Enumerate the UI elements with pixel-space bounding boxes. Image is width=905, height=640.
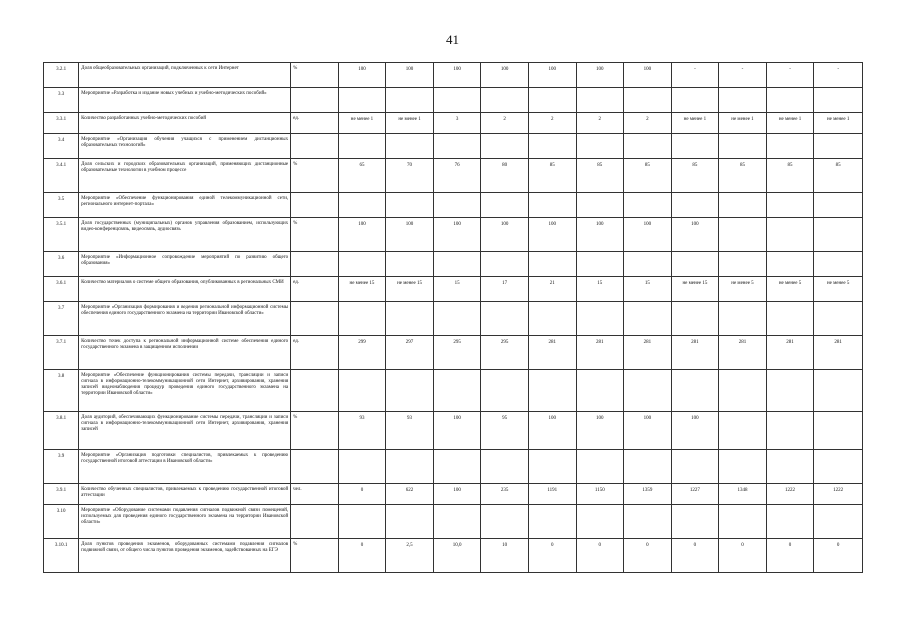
row-number: 3.2.1 (44, 63, 79, 88)
value-cell (338, 88, 386, 113)
value-cell (481, 370, 529, 412)
unit-cell (291, 450, 339, 484)
value-cell (576, 450, 624, 484)
value-cell: 85 (576, 159, 624, 193)
value-cell (624, 88, 672, 113)
value-cell (624, 302, 672, 336)
table-row (44, 450, 863, 484)
row-number: 3.7.1 (44, 336, 79, 370)
value-cell: 100 (433, 218, 481, 252)
value-cell (386, 193, 434, 218)
table-row (44, 412, 863, 450)
unit-cell: ед. (291, 113, 339, 134)
table-row (44, 218, 863, 252)
indicator-table (43, 62, 863, 573)
value-cell: 10 (481, 539, 529, 573)
value-cell: не менее 1 (814, 113, 863, 134)
value-cell: 80 (481, 159, 529, 193)
value-cell (481, 134, 529, 159)
value-cell: не менее 15 (671, 277, 719, 302)
row-number: 3.10 (44, 505, 79, 539)
value-cell: 15 (576, 277, 624, 302)
value-cell: не менее 15 (386, 277, 434, 302)
value-cell (671, 252, 719, 277)
value-cell: 100 (386, 218, 434, 252)
value-cell: 100 (338, 63, 386, 88)
table-row (44, 113, 863, 134)
value-cell: не менее 5 (719, 277, 767, 302)
row-number: 3.7 (44, 302, 79, 336)
unit-cell: ед. (291, 336, 339, 370)
value-cell: не менее 1 (719, 113, 767, 134)
value-cell: 297 (386, 336, 434, 370)
row-number: 3.8.1 (44, 412, 79, 450)
row-number: 3.9.1 (44, 484, 79, 505)
value-cell: не менее 15 (338, 277, 386, 302)
value-cell: 281 (814, 336, 863, 370)
value-cell (481, 88, 529, 113)
value-cell (433, 134, 481, 159)
value-cell (814, 193, 863, 218)
value-cell (766, 505, 814, 539)
value-cell: 15 (624, 277, 672, 302)
value-cell (719, 412, 767, 450)
value-cell (719, 370, 767, 412)
row-number: 3.3.1 (44, 113, 79, 134)
value-cell: 281 (671, 336, 719, 370)
indicator-name: Мероприятие «Разработка и издание новых учебных и учебно-методических пособий» (79, 88, 291, 113)
table-row (44, 159, 863, 193)
value-cell (386, 252, 434, 277)
indicator-name: Доля общеобразовательных организаций, подключенных к сети Интернет (79, 63, 291, 88)
value-cell (719, 193, 767, 218)
value-cell: 17 (481, 277, 529, 302)
value-cell: 281 (766, 336, 814, 370)
value-cell (624, 252, 672, 277)
row-number: 3.5 (44, 193, 79, 218)
value-cell: 235 (481, 484, 529, 505)
value-cell (719, 252, 767, 277)
value-cell: 100 (624, 218, 672, 252)
value-cell (766, 252, 814, 277)
table-row (44, 134, 863, 159)
value-cell: 85 (719, 159, 767, 193)
table-row (44, 277, 863, 302)
value-cell (386, 302, 434, 336)
value-cell (528, 370, 576, 412)
value-cell (433, 450, 481, 484)
unit-cell (291, 252, 339, 277)
value-cell (766, 218, 814, 252)
value-cell: 100 (481, 63, 529, 88)
table-row (44, 505, 863, 539)
value-cell: 100 (338, 218, 386, 252)
indicator-name: Доля аудиторий, обеспечивающих функционирование системы передачи, трансляции и записи сигнала в информационно-телекоммуникационной сети Интернет, архивирования, хранения записей (79, 412, 291, 450)
value-cell: 100 (576, 218, 624, 252)
value-cell (386, 370, 434, 412)
value-cell: 299 (338, 336, 386, 370)
value-cell: 0 (766, 539, 814, 573)
value-cell: 95 (481, 412, 529, 450)
value-cell: 0 (576, 539, 624, 573)
value-cell (338, 193, 386, 218)
value-cell: 0 (528, 539, 576, 573)
table-row (44, 193, 863, 218)
indicator-name: Доля сельских и городских образовательных организаций, применяющих дистанционные образовательные технологии в учебном процессе (79, 159, 291, 193)
value-cell: 100 (386, 63, 434, 88)
value-cell: не менее 1 (671, 113, 719, 134)
value-cell (386, 88, 434, 113)
value-cell (576, 88, 624, 113)
value-cell (671, 302, 719, 336)
value-cell (671, 193, 719, 218)
value-cell (766, 450, 814, 484)
value-cell (814, 218, 863, 252)
value-cell: не менее 5 (766, 277, 814, 302)
value-cell: 100 (528, 63, 576, 88)
table-row (44, 88, 863, 113)
indicator-name: Мероприятие «Оборудование системами подавления сигналов подвижной связи помещений, используемых для проведения единого государственного экзамена на территории Ивановской области» (79, 505, 291, 539)
value-cell: 1222 (766, 484, 814, 505)
indicator-name: Мероприятие «Организация обучения учащихся с применением дистанционных образовательных технологий» (79, 134, 291, 159)
value-cell (576, 302, 624, 336)
value-cell: 15 (433, 277, 481, 302)
row-number: 3.6 (44, 252, 79, 277)
unit-cell: % (291, 159, 339, 193)
value-cell (814, 370, 863, 412)
indicator-name: Мероприятие «Организация подготовки специалистов, привлекаемых к проведению государственной итоговой аттестации в Ивановской области» (79, 450, 291, 484)
value-cell: 100 (433, 484, 481, 505)
row-number: 3.3 (44, 88, 79, 113)
value-cell (386, 450, 434, 484)
row-number: 3.4.1 (44, 159, 79, 193)
value-cell: 281 (576, 336, 624, 370)
value-cell: 10,0 (433, 539, 481, 573)
table-row (44, 370, 863, 412)
value-cell: 100 (576, 412, 624, 450)
value-cell: 65 (338, 159, 386, 193)
value-cell (576, 193, 624, 218)
value-cell (481, 193, 529, 218)
value-cell: 1222 (814, 484, 863, 505)
value-cell (719, 302, 767, 336)
value-cell: 100 (624, 412, 672, 450)
value-cell (338, 252, 386, 277)
value-cell (481, 505, 529, 539)
value-cell: 0 (338, 539, 386, 573)
value-cell: 1359 (624, 484, 672, 505)
value-cell (719, 218, 767, 252)
indicator-name: Количество разработанных учебно-методических пособий (79, 113, 291, 134)
value-cell: 2 (528, 113, 576, 134)
value-cell (624, 450, 672, 484)
unit-cell: ед. (291, 277, 339, 302)
table-row (44, 302, 863, 336)
value-cell (719, 88, 767, 113)
value-cell: 21 (528, 277, 576, 302)
value-cell: 100 (528, 412, 576, 450)
value-cell (433, 505, 481, 539)
value-cell (814, 88, 863, 113)
value-cell: 0 (624, 539, 672, 573)
value-cell (719, 134, 767, 159)
row-number: 3.9 (44, 450, 79, 484)
value-cell: - (814, 63, 863, 88)
value-cell: 85 (528, 159, 576, 193)
value-cell (386, 505, 434, 539)
value-cell: 0 (338, 484, 386, 505)
value-cell: 2 (624, 113, 672, 134)
value-cell: 295 (481, 336, 529, 370)
value-cell: 622 (386, 484, 434, 505)
value-cell (433, 252, 481, 277)
value-cell (624, 193, 672, 218)
unit-cell (291, 370, 339, 412)
unit-cell (291, 505, 339, 539)
indicator-name: Мероприятие «Обеспечение функционирования единой телекоммуникационной сети, регионального интернет-портала» (79, 193, 291, 218)
value-cell: 76 (433, 159, 481, 193)
page-number: 41 (446, 32, 459, 47)
value-cell (814, 412, 863, 450)
value-cell (338, 134, 386, 159)
value-cell: - (671, 63, 719, 88)
value-cell: 0 (814, 539, 863, 573)
value-cell: 85 (671, 159, 719, 193)
value-cell: - (766, 63, 814, 88)
value-cell: 93 (338, 412, 386, 450)
value-cell (671, 370, 719, 412)
unit-cell (291, 193, 339, 218)
value-cell: не менее 1 (766, 113, 814, 134)
value-cell (528, 252, 576, 277)
unit-cell (291, 302, 339, 336)
indicator-name: Количество материалов о системе общего образования, опубликованных в региональных СМИ (79, 277, 291, 302)
value-cell: 100 (624, 63, 672, 88)
indicator-table-body (44, 63, 863, 573)
value-cell: 281 (624, 336, 672, 370)
row-number: 3.10.1 (44, 539, 79, 573)
value-cell (386, 134, 434, 159)
value-cell: 2 (576, 113, 624, 134)
value-cell: 2,5 (386, 539, 434, 573)
value-cell: 281 (719, 336, 767, 370)
value-cell: 281 (528, 336, 576, 370)
value-cell: 100 (671, 218, 719, 252)
indicator-name: Мероприятие «Организация формирования и ведения региональной информационной системы обеспечения единого государственного экзамена на территории Ивановской области» (79, 302, 291, 336)
indicator-name: Доля пунктов проведения экзаменов, оборудованных системами подавления сигналов подвижной связи, от общего числа пунктов проведения экзаменов, задействованных на ЕГЭ (79, 539, 291, 573)
value-cell: 100 (433, 412, 481, 450)
value-cell (814, 505, 863, 539)
value-cell (624, 134, 672, 159)
value-cell (814, 302, 863, 336)
value-cell: 100 (671, 412, 719, 450)
value-cell (671, 450, 719, 484)
value-cell (624, 505, 672, 539)
value-cell (719, 505, 767, 539)
value-cell (671, 505, 719, 539)
value-cell (814, 450, 863, 484)
row-number: 3.6.1 (44, 277, 79, 302)
value-cell (528, 505, 576, 539)
value-cell: 1227 (671, 484, 719, 505)
value-cell: не менее 5 (814, 277, 863, 302)
unit-cell (291, 88, 339, 113)
value-cell (766, 302, 814, 336)
value-cell (433, 302, 481, 336)
value-cell (338, 505, 386, 539)
value-cell: 0 (719, 539, 767, 573)
value-cell (528, 450, 576, 484)
value-cell (624, 370, 672, 412)
value-cell: не менее 1 (338, 113, 386, 134)
value-cell (481, 252, 529, 277)
value-cell: 1150 (576, 484, 624, 505)
unit-cell: % (291, 539, 339, 573)
value-cell: 0 (671, 539, 719, 573)
value-cell: 100 (528, 218, 576, 252)
table-row (44, 484, 863, 505)
value-cell (576, 134, 624, 159)
value-cell (766, 370, 814, 412)
value-cell (766, 134, 814, 159)
indicator-name: Доля государственных (муниципальных) органов управления образованием, использующих видео-конференцсвязь, видеосвязь, аудиосвязь (79, 218, 291, 252)
value-cell (814, 134, 863, 159)
value-cell (433, 193, 481, 218)
value-cell (338, 370, 386, 412)
unit-cell: % (291, 218, 339, 252)
value-cell (766, 412, 814, 450)
value-cell (719, 450, 767, 484)
table-row (44, 539, 863, 573)
value-cell (766, 193, 814, 218)
value-cell: 100 (433, 63, 481, 88)
value-cell: 100 (576, 63, 624, 88)
value-cell: 70 (386, 159, 434, 193)
value-cell: не менее 1 (386, 113, 434, 134)
value-cell (528, 302, 576, 336)
unit-cell (291, 134, 339, 159)
row-number: 3.4 (44, 134, 79, 159)
value-cell: 2 (481, 113, 529, 134)
row-number: 3.8 (44, 370, 79, 412)
value-cell: 85 (766, 159, 814, 193)
value-cell: 1191 (528, 484, 576, 505)
value-cell: 85 (624, 159, 672, 193)
row-number: 3.5.1 (44, 218, 79, 252)
unit-cell: чел. (291, 484, 339, 505)
value-cell (481, 450, 529, 484)
indicator-name: Количество точек доступа к региональной информационной системе обеспечения единого государственного экзамена в защищенном исполнении (79, 336, 291, 370)
value-cell: 1348 (719, 484, 767, 505)
value-cell (433, 88, 481, 113)
value-cell (671, 88, 719, 113)
value-cell (766, 88, 814, 113)
value-cell (528, 88, 576, 113)
table-row (44, 336, 863, 370)
value-cell: 85 (814, 159, 863, 193)
value-cell (433, 370, 481, 412)
value-cell (528, 134, 576, 159)
value-cell (576, 252, 624, 277)
table-row (44, 252, 863, 277)
value-cell: 93 (386, 412, 434, 450)
value-cell (338, 302, 386, 336)
value-cell (528, 193, 576, 218)
unit-cell: % (291, 412, 339, 450)
value-cell: 100 (481, 218, 529, 252)
table-row (44, 63, 863, 88)
value-cell: 3 (433, 113, 481, 134)
value-cell (814, 252, 863, 277)
value-cell: - (719, 63, 767, 88)
indicator-name: Количество обученных специалистов, привлекаемых к проведению государственной итоговой аттестации (79, 484, 291, 505)
value-cell (576, 370, 624, 412)
value-cell (481, 302, 529, 336)
value-cell (338, 450, 386, 484)
indicator-name: Мероприятие «Обеспечение функционирования системы передачи, трансляции и записи сигнала в информационно-телекоммуникационной сети Интернет, архивирования, хранения записей видеонаблюдения процедур проведения единого государственного экзамена на территории Ивановской области» (79, 370, 291, 412)
value-cell (576, 505, 624, 539)
value-cell (671, 134, 719, 159)
value-cell: 295 (433, 336, 481, 370)
indicator-name: Мероприятие «Информационное сопровождение мероприятий по развитию общего образования» (79, 252, 291, 277)
unit-cell: % (291, 63, 339, 88)
